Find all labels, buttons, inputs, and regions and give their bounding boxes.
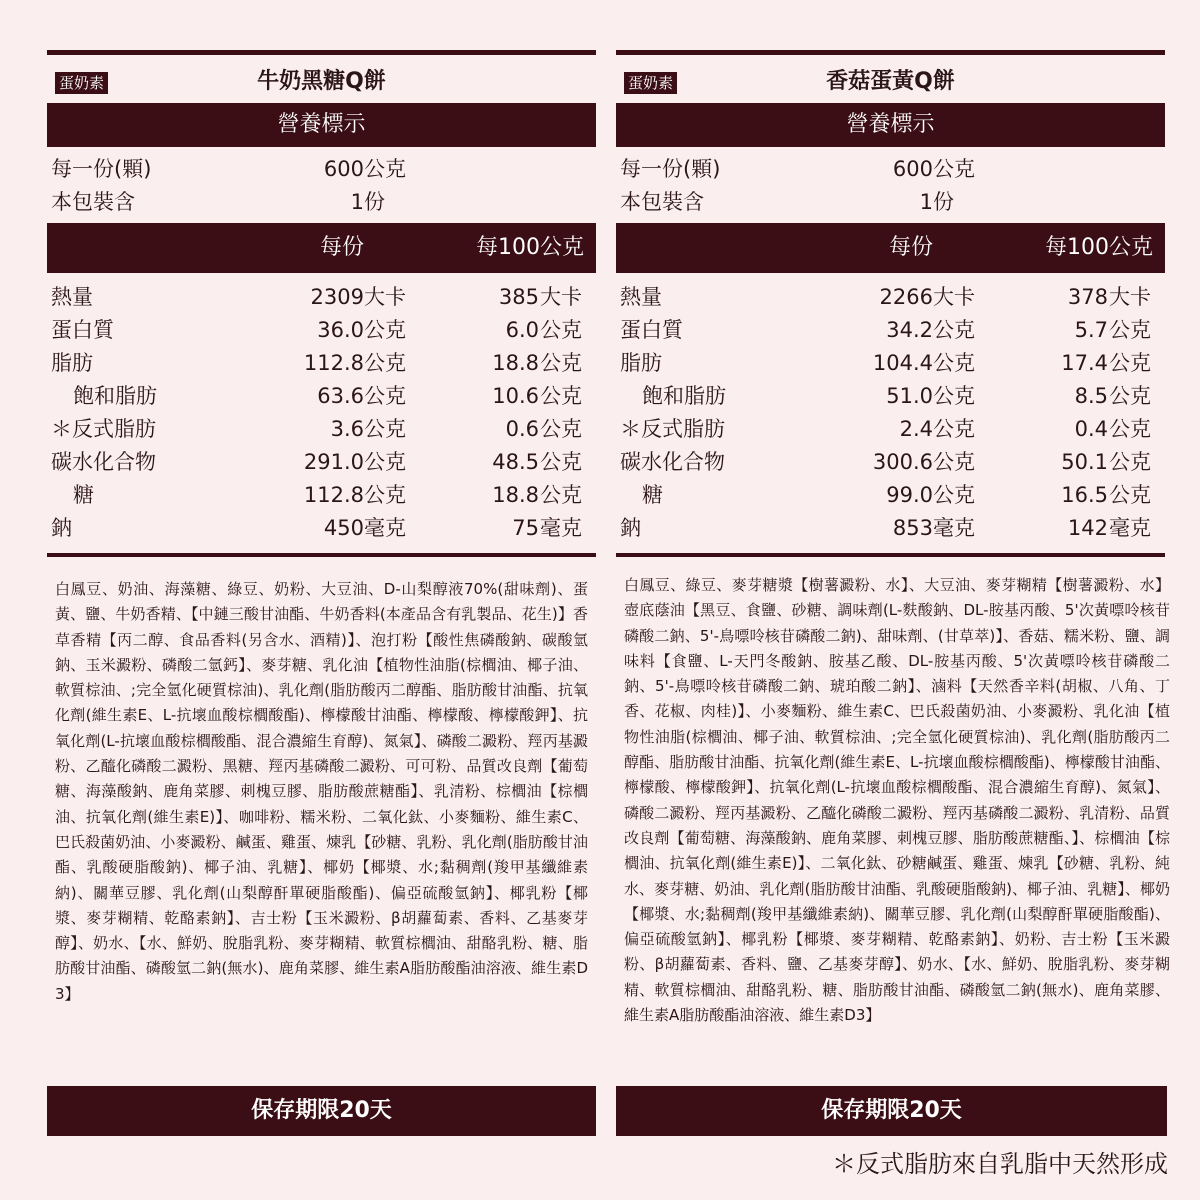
nutrition-panel-right (616, 50, 1165, 557)
product-title: 牛奶黑糖Q餅 (257, 69, 386, 94)
per-serving-value: 300.6 (872, 450, 933, 474)
nutrient-row (616, 512, 1165, 545)
nutrient-row (47, 479, 596, 512)
servings-per-pack-label: 本包裝含 (51, 190, 135, 214)
per-100g-unit: 公克 (540, 384, 582, 408)
per-100g-value: 0.6 (505, 417, 539, 441)
shelf-life-banner-right: 保存期限20天 (616, 1086, 1167, 1136)
per-serving-unit: 毫克 (364, 516, 406, 540)
serving-info (616, 147, 1165, 223)
per-serving-header: 每份 (320, 235, 365, 260)
serving-size-row (616, 153, 1165, 186)
per-serving-value: 63.6 (317, 384, 364, 408)
per-serving-value: 291.0 (303, 450, 364, 474)
nutrient-row (47, 446, 596, 479)
per-100g-unit: 公克 (1109, 450, 1151, 474)
serving-size-value: 600 (323, 157, 364, 181)
diet-tag: 蛋奶素 (55, 72, 108, 94)
column-header (47, 223, 596, 273)
per-serving-unit: 公克 (364, 483, 406, 507)
nutrient-label: 蛋白質 (620, 318, 683, 342)
per-serving-value: 450 (323, 516, 364, 540)
per-serving-unit: 公克 (364, 450, 406, 474)
per-serving-unit: 大卡 (364, 285, 406, 309)
bottom-rule (47, 553, 596, 557)
nutrient-row (47, 314, 596, 347)
per-serving-unit: 公克 (933, 417, 975, 441)
per-100g-unit: 公克 (540, 417, 582, 441)
per-serving-unit: 公克 (933, 384, 975, 408)
per-serving-header: 每份 (889, 235, 934, 260)
nutrient-row (616, 479, 1165, 512)
per-serving-unit: 公克 (933, 483, 975, 507)
per-serving-unit: 公克 (364, 417, 406, 441)
shelf-life-banner-left: 保存期限20天 (47, 1086, 596, 1136)
serving-size-row (47, 153, 596, 186)
per-serving-unit: 公克 (364, 351, 406, 375)
nutrient-row (616, 314, 1165, 347)
nutrient-row (616, 446, 1165, 479)
nutrient-row (616, 413, 1165, 446)
nutrition-panel-left (47, 50, 596, 557)
per-serving-value: 104.4 (872, 351, 933, 375)
nutrient-label: 飽和脂肪 (642, 384, 726, 408)
per-100g-unit: 大卡 (1109, 285, 1151, 309)
per-serving-value: 51.0 (886, 384, 933, 408)
trans-fat-footnote: ＊反式脂肪來自乳脂中天然形成 (832, 1150, 1168, 1178)
per-100g-unit: 公克 (540, 318, 582, 342)
per-100g-unit: 公克 (540, 450, 582, 474)
nutrient-label: 蛋白質 (51, 318, 114, 342)
nutrient-label: 鈉 (51, 516, 72, 540)
nutrient-row (616, 347, 1165, 380)
per-serving-unit: 公克 (933, 318, 975, 342)
nutrient-row (47, 413, 596, 446)
per-100g-value: 378 (1067, 285, 1108, 309)
bottom-rule (616, 553, 1165, 557)
per-100g-value: 10.6 (492, 384, 539, 408)
per-100g-unit: 公克 (1109, 384, 1151, 408)
nutrient-row (47, 380, 596, 413)
per-serving-value: 2.4 (899, 417, 933, 441)
nutrient-label: ＊反式脂肪 (620, 417, 725, 441)
per-100g-value: 0.4 (1074, 417, 1108, 441)
servings-per-pack-row (616, 186, 1165, 219)
column-header (616, 223, 1165, 273)
per-100g-value: 48.5 (492, 450, 539, 474)
per-100g-value: 50.1 (1061, 450, 1108, 474)
per-serving-value: 34.2 (886, 318, 933, 342)
per-serving-value: 36.0 (317, 318, 364, 342)
per-100g-value: 6.0 (505, 318, 539, 342)
servings-per-pack-unit: 份 (933, 190, 954, 214)
per-100g-unit: 公克 (540, 351, 582, 375)
nutrient-label: 糖 (73, 483, 94, 507)
per-100g-header: 每100公克 (476, 235, 584, 260)
nutrition-label-header: 營養標示 (616, 103, 1165, 147)
per-serving-unit: 大卡 (933, 285, 975, 309)
nutrient-label: 熱量 (51, 285, 93, 309)
per-serving-unit: 公克 (933, 450, 975, 474)
per-100g-unit: 公克 (540, 483, 582, 507)
servings-per-pack-row (47, 186, 596, 219)
serving-size-value: 600 (892, 157, 933, 181)
diet-tag: 蛋奶素 (624, 72, 677, 94)
panel-header (47, 55, 596, 103)
serving-info (47, 147, 596, 223)
per-serving-unit: 毫克 (933, 516, 975, 540)
nutrient-rows (47, 273, 596, 553)
ingredients-text-right: 白鳳豆、綠豆、麥芽糖漿【樹薯澱粉、水】、大豆油、麥芽糊精【樹薯澱粉、水】壺底蔭油【黑豆、食鹽、砂糖、調味劑(L-麩酸鈉、DL-胺基丙酸、5'次黃嘌呤核苷磷酸二鈉、5'-鳥嘌呤核苷磷酸二鈉)、甜味劑、(甘草萃)】、香菇、糯米粉、鹽、調味料【食鹽、L-天門冬酸鈉、胺基乙酸、DL-胺基丙酸、5'次黃嘌呤核苷磷酸二鈉、5'-鳥嘌呤核苷磷酸二鈉、琥珀酸二鈉】、滷料【天然香辛料(胡椒、八角、丁香、花椒、肉桂)】、小麥麵粉、維生素C、巴氏殺菌奶油、小麥澱粉、乳化油【植物性油脂(棕櫚油、椰子油、軟質棕油、;完全氫化硬質棕油)、乳化劑(脂肪酸丙二醇酯、脂肪酸甘油酯、抗氧化劑(維生素E、L-抗壞血酸棕櫚酸酯)、檸檬酸甘油酯、檸檬酸、檸檬酸鉀】、抗氧化劑(L-抗壞血酸棕櫚酸酯、混合濃縮生育醇)、氮氣】、磷酸二澱粉、羥丙基澱粉、乙醯化磷酸二澱粉、羥丙基磷酸二澱粉、乳清粉、品質改良劑【葡萄糖、海藻酸鈉、鹿角菜膠、刺槐豆膠、脂肪酸蔗糖酯、】、棕櫚油【棕櫚油、抗氧化劑(維生素E)】、二氧化鈦、砂糖鹹蛋、雞蛋、煉乳【砂糖、乳粉、純水、麥芽糖、奶油、乳化劑(脂肪酸甘油酯、乳酸硬脂酸鈉)、椰子油、乳糖】、椰奶【椰漿、水;黏稠劑(羧甲基纖維素納)、關華豆膠、乳化劑(山梨醇酐單硬脂酸酯)、偏亞硫酸氫鈉】、椰乳粉【椰漿、麥芽糊精、乾酪素鈉】、奶粉、吉士粉【玉米澱粉、β胡蘿蔔素、香料、鹽、乙基麥芽醇】、奶水、【水、鮮奶、脫脂乳粉、麥芽糊精、軟質棕櫚油、甜酪乳粉、糖、脂肪酸甘油酯、磷酸氫二鈉(無水)、鹿角菜膠、維生素A脂肪酸酯油溶液、維生素D3】 (624, 576, 1170, 1025)
nutrient-label: 碳水化合物 (620, 450, 725, 474)
per-100g-unit: 大卡 (540, 285, 582, 309)
servings-per-pack-label: 本包裝含 (620, 190, 704, 214)
ingredients-text-left: 白鳳豆、奶油、海藻糖、綠豆、奶粉、大豆油、D-山梨醇液70%(甜味劑)、蛋黃、鹽、牛奶香精、【中鏈三酸甘油酯、牛奶香料(本產品含有乳製品、花生)】香草香精【丙二醇、食品香料(另含水、酒精)】、泡打粉【酸性焦磷酸鈉、碳酸氫鈉、玉米澱粉、磷酸二氫鈣】、麥芽糖、乳化油【植物性油脂(棕櫚油、椰子油、軟質棕油、;完全氫化硬質棕油)、乳化劑(脂肪酸丙二醇酯、脂肪酸甘油酯、抗氧化劑(維生素E、L-抗壞血酸棕櫚酸酯)、檸檬酸甘油酯、檸檬酸、檸檬酸鉀】、抗氧化劑(L-抗壞血酸棕櫚酸酯、混合濃縮生育醇)、氮氣】、磷酸二澱粉、羥丙基澱粉、乙醯化磷酸二澱粉、黑糖、羥丙基磷酸二澱粉、可可粉、品質改良劑【葡萄糖、海藻酸鈉、鹿角菜膠、刺槐豆膠、脂肪酸蔗糖酯】、乳清粉、棕櫚油【棕櫚油、抗氧化劑(維生素E)】、咖啡粉、糯米粉、二氧化鈦、小麥麵粉、維生素C、巴氏殺菌奶油、小麥澱粉、鹹蛋、雞蛋、煉乳【砂糖、乳粉、乳化劑(脂肪酸甘油酯、乳酸硬脂酸鈉)、椰子油、乳糖】、椰奶【椰漿、水;黏稠劑(羧甲基纖維素納)、關華豆膠、乳化劑(山梨醇酐單硬脂酸酯)、偏亞硫酸氫鈉】、椰乳粉【椰漿、麥芽糊精、乾酪素鈉】、吉士粉【玉米澱粉、β胡蘿蔔素、香料、乙基麥芽醇】、奶水、【水、鮮奶、脫脂乳粉、麥芽糊精、軟質棕櫚油、甜酪乳粉、糖、脂肪酸甘油酯、磷酸氫二鈉(無水)、鹿角菜膠、維生素A脂肪酸酯油溶液、維生素D3】 (55, 580, 588, 1003)
per-100g-unit: 公克 (1109, 417, 1151, 441)
serving-size-label: 每一份(顆) (620, 157, 721, 181)
panel-header (616, 55, 1165, 103)
per-serving-unit: 公克 (364, 384, 406, 408)
servings-per-pack-unit: 份 (364, 190, 385, 214)
nutrient-row (47, 281, 596, 314)
per-serving-unit: 公克 (933, 351, 975, 375)
nutrition-label-header: 營養標示 (47, 103, 596, 147)
per-100g-value: 5.7 (1074, 318, 1108, 342)
servings-per-pack-value: 1 (350, 190, 364, 214)
nutrient-row (616, 380, 1165, 413)
nutrient-label: ＊反式脂肪 (51, 417, 156, 441)
per-serving-value: 3.6 (330, 417, 364, 441)
per-serving-value: 2266 (879, 285, 933, 309)
nutrient-row (47, 512, 596, 545)
per-100g-value: 17.4 (1061, 351, 1108, 375)
nutrient-label: 脂肪 (620, 351, 662, 375)
per-100g-value: 8.5 (1074, 384, 1108, 408)
per-100g-unit: 公克 (1109, 483, 1151, 507)
per-serving-value: 853 (892, 516, 933, 540)
servings-per-pack-value: 1 (919, 190, 933, 214)
nutrient-rows (616, 273, 1165, 553)
per-100g-unit: 毫克 (540, 516, 582, 540)
nutrient-row (616, 281, 1165, 314)
product-title: 香菇蛋黃Q餅 (826, 69, 955, 94)
nutrient-label: 熱量 (620, 285, 662, 309)
per-100g-unit: 毫克 (1109, 516, 1151, 540)
nutrient-row (47, 347, 596, 380)
per-100g-unit: 公克 (1109, 318, 1151, 342)
nutrient-label: 脂肪 (51, 351, 93, 375)
per-serving-value: 112.8 (303, 483, 364, 507)
nutrient-label: 碳水化合物 (51, 450, 156, 474)
serving-size-label: 每一份(顆) (51, 157, 152, 181)
per-100g-value: 18.8 (492, 483, 539, 507)
per-serving-value: 99.0 (886, 483, 933, 507)
nutrient-label: 糖 (642, 483, 663, 507)
per-100g-value: 142 (1067, 516, 1108, 540)
per-100g-value: 75 (512, 516, 539, 540)
per-100g-header: 每100公克 (1045, 235, 1153, 260)
nutrient-label: 鈉 (620, 516, 641, 540)
serving-size-unit: 公克 (933, 157, 975, 181)
per-serving-value: 112.8 (303, 351, 364, 375)
per-100g-value: 18.8 (492, 351, 539, 375)
per-100g-value: 16.5 (1061, 483, 1108, 507)
per-100g-unit: 公克 (1109, 351, 1151, 375)
per-serving-unit: 公克 (364, 318, 406, 342)
per-serving-value: 2309 (310, 285, 364, 309)
serving-size-unit: 公克 (364, 157, 406, 181)
nutrient-label: 飽和脂肪 (73, 384, 157, 408)
per-100g-value: 385 (498, 285, 539, 309)
